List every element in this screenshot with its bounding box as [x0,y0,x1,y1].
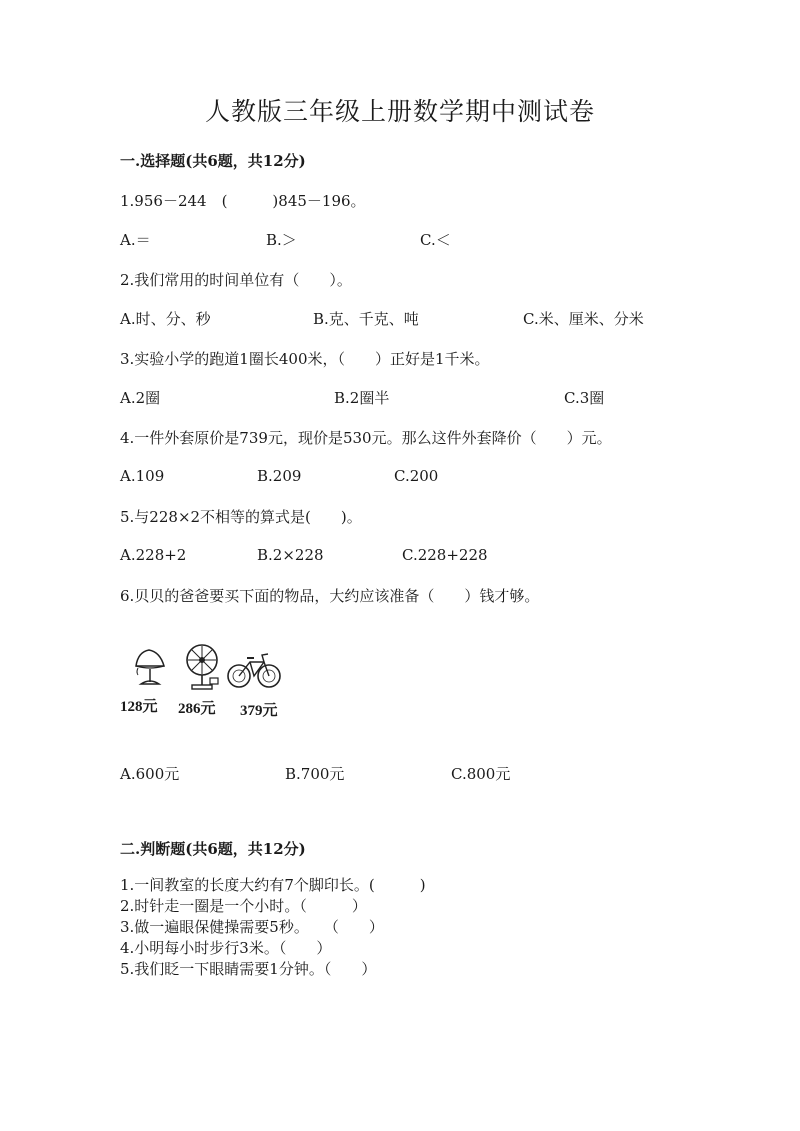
judgement-item-2: 2.时针走一圈是一个小时。（ ） [120,897,367,915]
question-2-option-c: C.米、厘米、分米 [523,310,644,328]
question-1-option-a: A.＝ [120,231,151,249]
question-2: 2.我们常用的时间单位有（ ）。 [120,271,352,289]
bicycle-icon [226,650,282,690]
question-1: 1.956－244 ( )845－196。 [120,192,366,210]
question-1-option-c: C.＜ [420,231,451,249]
question-4-option-b: B.209 [257,467,302,485]
lamp-icon [126,644,172,690]
question-3-option-a: A.2圈 [120,389,161,407]
question-4: 4.一件外套原价是739元，现价是530元。那么这件外套降价（ ）元。 [120,429,612,447]
question-3: 3.实验小学的跑道1圈长400米，（ ）正好是1千米。 [120,350,490,368]
question-5-option-a: A.228+2 [120,546,187,564]
judgement-item-5: 5.我们眨一下眼睛需要1分钟。（ ） [120,960,377,978]
lamp-price: 128元 [120,699,158,715]
fan-icon [182,642,226,692]
judgement-item-3: 3.做一遍眼保健操需要5秒。 （ ） [120,918,384,936]
question-4-option-c: C.200 [394,467,439,485]
question-3-option-c: C.3圈 [564,389,605,407]
question-2-option-a: A.时、分、秒 [120,310,211,328]
question-5-option-c: C.228+228 [402,546,488,564]
question-1-option-b: B.＞ [266,231,297,249]
question-6: 6.贝贝的爸爸要买下面的物品，大约应该准备（ ）钱才够。 [120,587,540,605]
section-heading-choice: 一.选择题(共6题，共12分) [120,152,306,170]
question-5: 5.与228×2不相等的算式是( )。 [120,508,362,526]
judgement-item-1: 1.一间教室的长度大约有7个脚印长。( ) [120,876,426,894]
shopping-items-figure [120,640,320,720]
question-3-option-b: B.2圈半 [334,389,390,407]
fan-price: 286元 [178,701,216,717]
question-5-option-b: B.2×228 [257,546,324,564]
exam-title: 人教版三年级上册数学期中测试卷 [204,97,595,126]
question-4-option-a: A.109 [120,467,165,485]
judgement-item-4: 4.小明每小时步行3米。（ ） [120,939,332,957]
question-2-option-b: B.克、千克、吨 [313,310,419,328]
question-6-option-b: B.700元 [285,765,345,783]
section-heading-judgement: 二.判断题(共6题，共12分) [120,840,306,858]
question-6-option-c: C.800元 [451,765,511,783]
question-6-option-a: A.600元 [120,765,180,783]
bicycle-price: 379元 [240,703,278,719]
